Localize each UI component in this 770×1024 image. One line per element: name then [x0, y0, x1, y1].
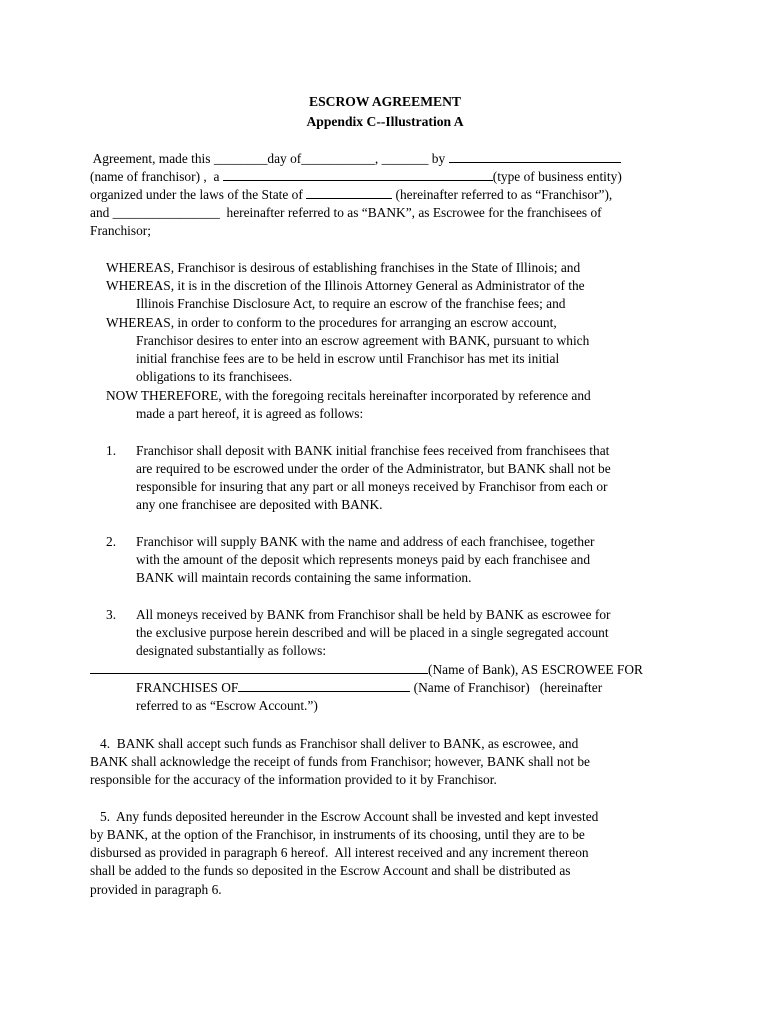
item-3-line: designated substantially as follows: [136, 643, 327, 658]
paragraph-5-line: 5. Any funds deposited hereunder in the Escrow Account shall be invested and kept invested [90, 809, 599, 824]
intro-line-3 [90, 186, 612, 204]
item-2-line: with the amount of the deposit which represents moneys paid by each franchisee and [136, 552, 591, 567]
business-entity-blank [223, 168, 493, 181]
intro-line-3-text: organized under the laws of the State of [90, 187, 307, 202]
paragraph-5-line: shall be added to the funds so deposited in the Escrow Account and shall be distributed as [90, 863, 571, 878]
paragraph-5-line: by BANK, at the option of the Franchisor, in instruments of its choosing, until they are to be [90, 827, 585, 842]
recital-line: Franchisor desires to enter into an escrow agreement with BANK, pursuant to which [136, 333, 590, 348]
account-line-2 [136, 679, 602, 697]
item-1-line: any one franchisee are deposited with BANK. [136, 497, 383, 512]
item-1-line: Franchisor shall deposit with BANK initial franchise fees received from franchisees that [136, 443, 610, 458]
paragraph-5-line: provided in paragraph 6. [90, 882, 222, 897]
item-1-line: responsible for insuring that any part or all moneys received by Franchisor from each or [136, 479, 608, 494]
document-subtitle: Appendix C--Illustration A [306, 114, 464, 129]
intro-line-3-suffix: (hereinafter referred to as “Franchisor”), [392, 187, 613, 202]
item-2-line: Franchisor will supply BANK with the name and address of each franchisee, together [136, 534, 595, 549]
paragraph-5-line: disbursed as provided in paragraph 6 hereof. All interest received and any increment thereon [90, 845, 589, 860]
intro-line-2-suffix: (type of business entity) [492, 169, 622, 184]
recital-line: WHEREAS, Franchisor is desirous of establishing franchises in the State of Illinois; and [106, 260, 581, 275]
account-line-2-suffix: (Name of Franchisor) (hereinafter [410, 680, 603, 695]
bank-name-blank [90, 661, 428, 674]
account-line-3: referred to as “Escrow Account.”) [136, 698, 318, 713]
intro-line-1-text: Agreement, made this ________day of___________, _______ by [90, 151, 449, 166]
account-line-1-text: (Name of Bank), AS ESCROWEE FOR [428, 662, 643, 677]
intro-line-2-text: (name of franchisor) , a [90, 169, 223, 184]
recital-line: Illinois Franchise Disclosure Act, to require an escrow of the franchise fees; and [136, 296, 566, 311]
recital-line: WHEREAS, in order to conform to the procedures for arranging an escrow account, [106, 315, 557, 330]
recital-line: made a part hereof, it is agreed as follows: [136, 406, 364, 421]
item-number: 3. [106, 607, 117, 622]
paragraph-4-line: 4. BANK shall accept such funds as Franchisor shall deliver to BANK, as escrowee, and [90, 736, 579, 751]
recital-line: WHEREAS, it is in the discretion of the Illinois Attorney General as Administrator of the [106, 278, 585, 293]
intro-line-4: and ________________ hereinafter referred to as “BANK”, as Escrowee for the franchisees of [90, 205, 602, 220]
intro-line-2 [90, 168, 622, 186]
state-blank [306, 186, 392, 199]
paragraph-4-line: responsible for the accuracy of the information provided to it by Franchisor. [90, 772, 497, 787]
item-2-line: BANK will maintain records containing the same information. [136, 570, 472, 585]
franchisor-name-blank [449, 150, 621, 163]
item-3-line: the exclusive purpose herein described and will be placed in a single segregated account [136, 625, 609, 640]
recital-line: initial franchise fees are to be held in escrow until Franchisor has met its initial [136, 351, 560, 366]
item-number: 1. [106, 443, 117, 458]
intro-line-5: Franchisor; [90, 223, 151, 238]
intro-line-1 [90, 150, 621, 168]
item-number: 2. [106, 534, 117, 549]
recital-line: obligations to its franchisees. [136, 369, 293, 384]
franchisor-account-blank [238, 679, 410, 692]
recital-line: NOW THEREFORE, with the foregoing recitals hereinafter incorporated by reference and [106, 388, 591, 403]
item-3-line: All moneys received by BANK from Franchisor shall be held by BANK as escrowee for [136, 607, 611, 622]
document-title: ESCROW AGREEMENT [309, 94, 461, 109]
account-line-1 [90, 661, 643, 679]
paragraph-4-line: BANK shall acknowledge the receipt of funds from Franchisor; however, BANK shall not be [90, 754, 591, 769]
item-1-line: are required to be escrowed under the order of the Administrator, but BANK shall not be [136, 461, 611, 476]
account-line-2-text: FRANCHISES OF [136, 680, 239, 695]
